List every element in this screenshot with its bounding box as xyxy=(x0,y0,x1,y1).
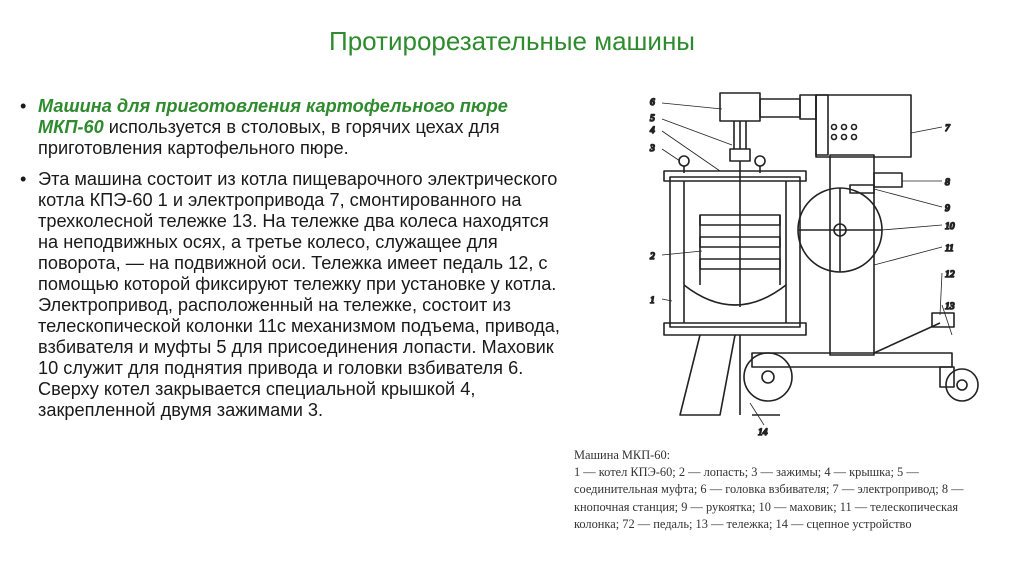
callout-label: 7 xyxy=(945,124,950,134)
bullet-item xyxy=(18,169,563,421)
caption-title: Машина МКП-60: xyxy=(574,448,671,462)
callout-label: 14 xyxy=(758,428,768,438)
slide-title: Протирорезательные машины xyxy=(329,26,695,56)
caption-text: 1 — котел КПЭ-60; 2 — лопасть; 3 — зажимы; 4 — крышка; 5 — соединительная муфта; 6 — головка взбивателя; 7 — электропривод; 8 — кнопочная станция; 9 — рукоятка; 10 — маховик; 11 — телескопическая колонка; 72 — педаль; 13 — тележка; 14 — сцепное устройство xyxy=(574,465,964,531)
callout-label: 6 xyxy=(650,98,655,108)
callout-label: 1 xyxy=(650,296,655,306)
callout-label: 8 xyxy=(945,178,950,188)
callout-label: 3 xyxy=(650,144,655,154)
callout-label: 4 xyxy=(650,126,655,136)
callout-label: 13 xyxy=(945,302,955,312)
callout-label: 9 xyxy=(945,204,950,214)
callout-label: 12 xyxy=(945,270,955,280)
callout-label: 2 xyxy=(650,252,655,262)
callout-label: 10 xyxy=(945,222,955,232)
machine-diagram xyxy=(640,85,1000,445)
callout-label: 11 xyxy=(945,244,954,254)
drive-head-shape xyxy=(720,93,760,121)
paddle-shape xyxy=(684,285,786,305)
bullet-item xyxy=(18,96,563,159)
kettle-stand-shape xyxy=(680,335,735,415)
figure-caption xyxy=(574,447,1004,533)
bullet-text: используется в столовых, в горячих цехах для приготовления картофельного пюре. xyxy=(38,117,500,158)
bullet-text: Эта машина состоит из котла пищеварочного электрического котла КПЭ-60 1 и электропривода 7, смонтированного на трехколесной тележке 13. На тележке два колеса находятся на неподвижных осях, а третье колесо, служащее для поворота, — на подвижной оси. Тележка имеет педаль 12, с помощью которой фиксируют тележку при установке у котла. Электропривод, расположенный на тележке, состоит из телескопической колонки 11с механизмом подъема, привода, взбивателя и муфты 5 для присоединения лопасти. Маховик 10 служит для поднятия привода и головки взбивателя 6. Сверху котел закрывается специальной крышкой 4, закрепленной двумя зажимами 3. xyxy=(38,169,560,420)
bullet-highlight: Машина для приготовления картофельного пюре МКП-60 xyxy=(38,96,508,137)
cart-wheel-shape xyxy=(744,353,792,401)
bullet-list xyxy=(18,96,563,431)
bullet-dot-icon: • xyxy=(20,96,27,116)
machine-drawing xyxy=(640,85,1000,445)
callout-label: 5 xyxy=(650,114,655,124)
motor-housing-shape xyxy=(816,95,911,157)
bullet-dot-icon: • xyxy=(20,169,27,189)
